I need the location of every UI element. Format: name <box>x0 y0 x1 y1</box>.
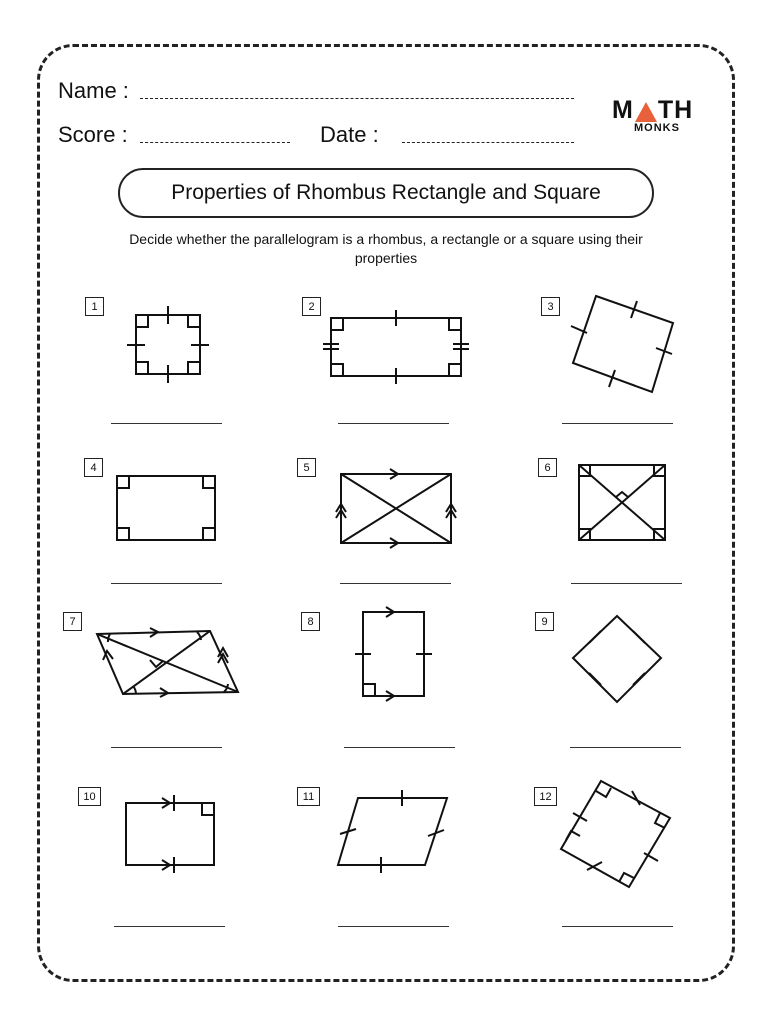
question-number-6: 6 <box>538 458 557 477</box>
question-number-12: 12 <box>534 787 557 806</box>
question-number-5: 5 <box>297 458 316 477</box>
figure-8-rectangle <box>355 607 432 701</box>
question-number-2: 2 <box>302 297 321 316</box>
logo-text-right: TH <box>657 96 694 124</box>
question-number-7: 7 <box>63 612 82 631</box>
logo-text-left: M <box>612 96 634 124</box>
question-number-1: 1 <box>85 297 104 316</box>
figure-2-rectangle <box>323 310 469 384</box>
figure-9-rhombus <box>573 616 661 702</box>
question-number-8: 8 <box>301 612 320 631</box>
worksheet-title-text: Properties of Rhombus Rectangle and Square <box>171 181 601 204</box>
score-label: Score : <box>58 122 128 147</box>
figure-4-rectangle <box>117 476 215 540</box>
question-number-11: 11 <box>297 787 320 806</box>
name-label: Name : <box>58 78 129 103</box>
figure-3-rhombus <box>571 296 673 392</box>
logo-subtext: MONKS <box>634 122 680 134</box>
figure-6-square-diagonals <box>579 465 665 540</box>
figure-12-square <box>561 781 670 887</box>
figure-5-rectangle-diagonals <box>336 469 456 548</box>
figure-11-rhombus <box>338 790 447 873</box>
question-number-10: 10 <box>78 787 101 806</box>
date-label: Date : <box>320 122 379 147</box>
question-number-3: 3 <box>541 297 560 316</box>
question-number-9: 9 <box>535 612 554 631</box>
instructions: Decide whether the parallelogram is a rhombus, a rectangle or a square using their properties <box>129 231 643 266</box>
figure-10-rectangle <box>126 795 214 873</box>
figure-7-parallelogram-diagonals <box>97 628 238 697</box>
question-number-4: 4 <box>84 458 103 477</box>
figure-1-square <box>127 306 209 383</box>
